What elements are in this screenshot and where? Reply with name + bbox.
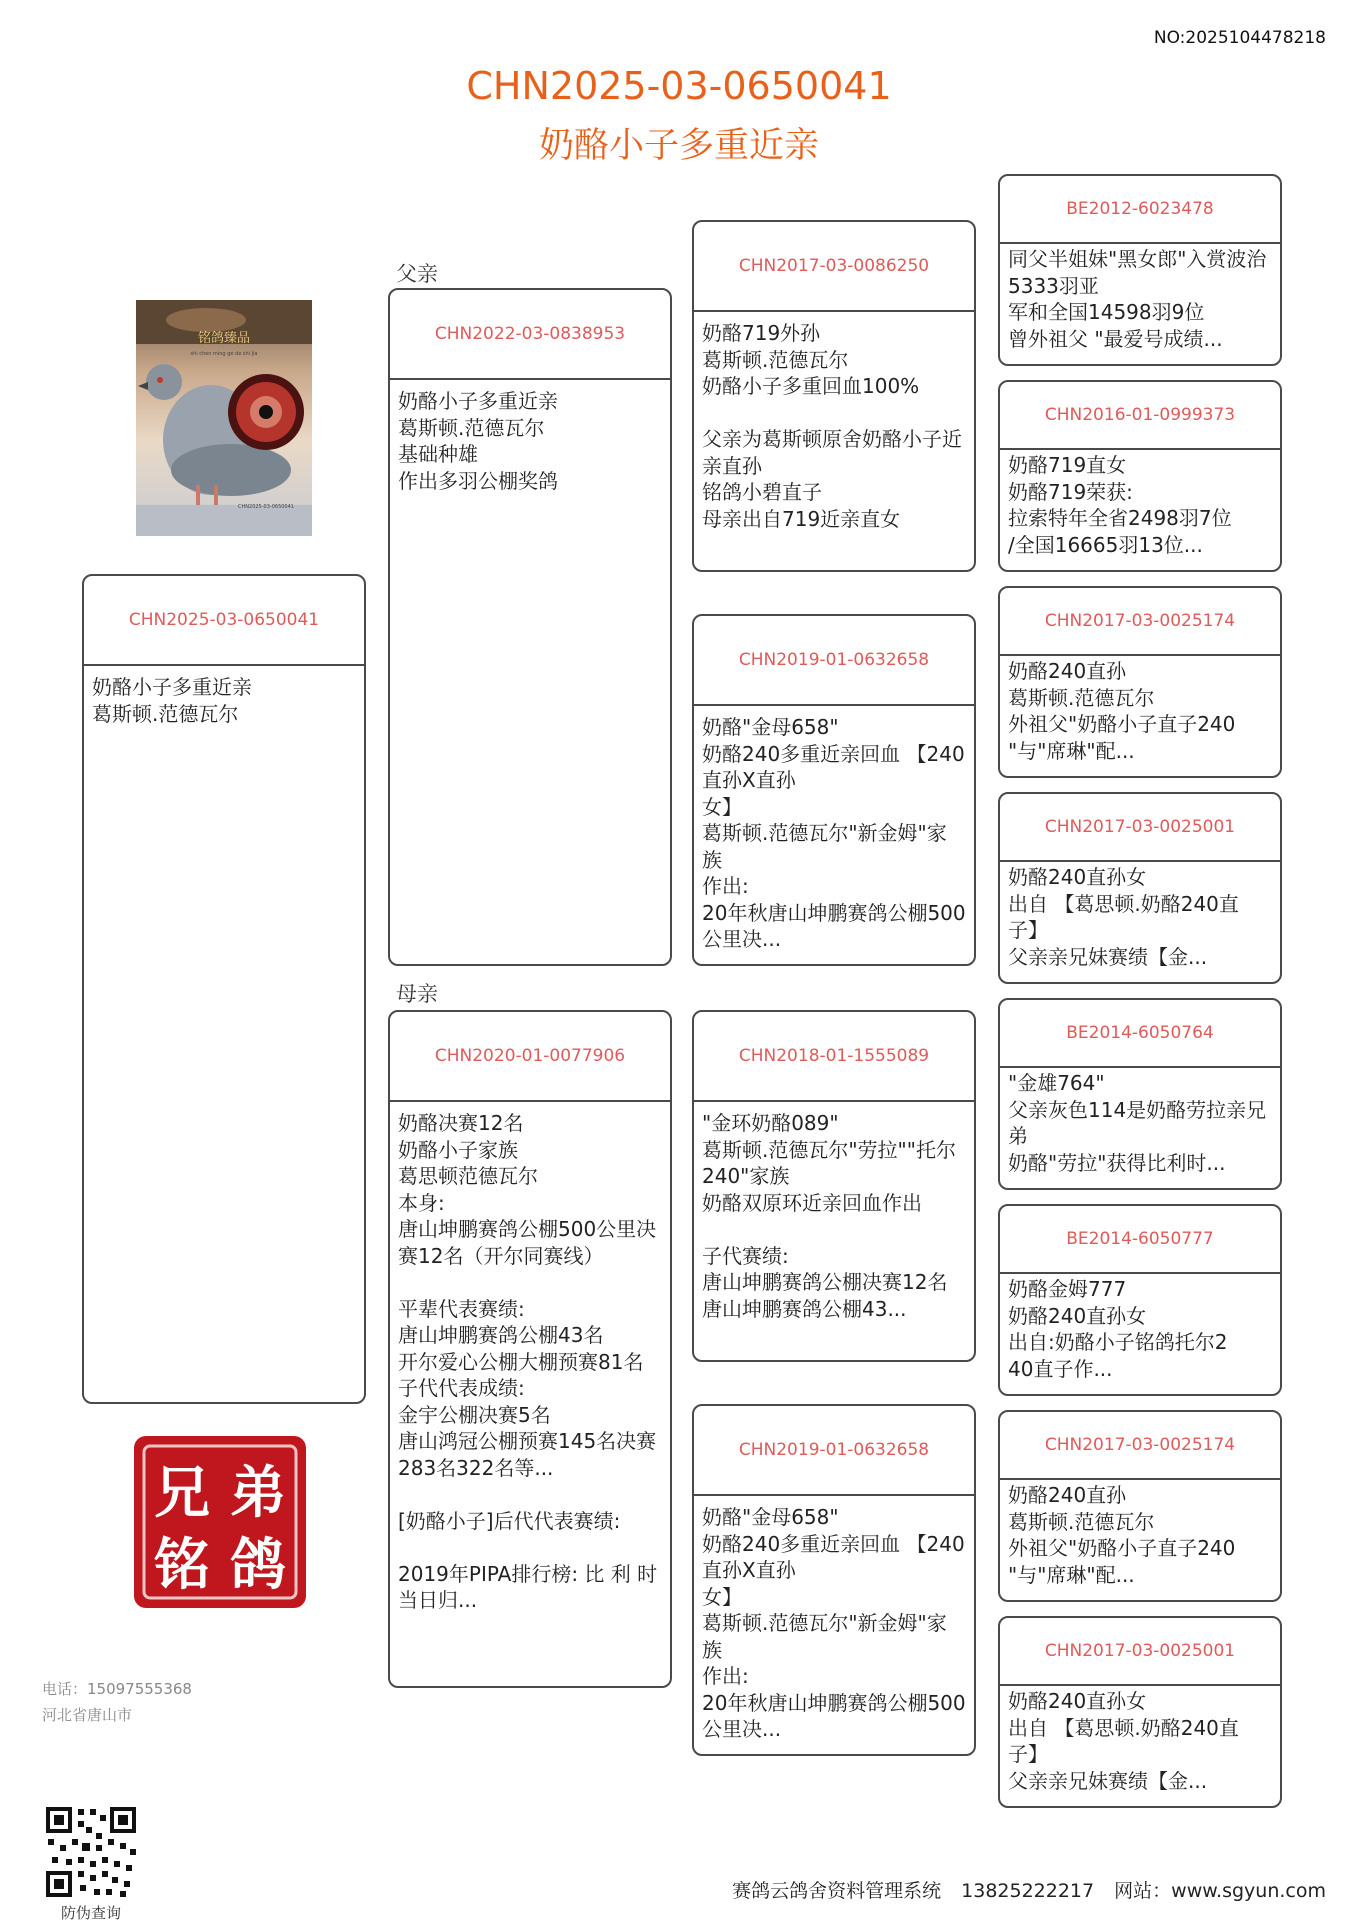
pedigree-card-self[interactable]	[82, 574, 366, 1404]
pedigree-card-gen3[interactable]	[998, 1616, 1282, 1808]
ring-number: CHN2017-03-0025001	[1000, 1618, 1280, 1686]
card-description: 奶酪"金母658" 奶酪240多重近亲回血 【240直孙X直孙 女】 葛斯顿.范德瓦尔"新金姆"家族 作出: 20年秋唐山坤鹏赛鸽公棚500公里决...	[702, 715, 966, 951]
card-description: 同父半姐妹"黑女郎"入赏波治5333羽亚 军和全国14598羽9位 曾外祖父 "最爱号成绩...	[1008, 247, 1267, 351]
card-description: "金环奶酪089" 葛斯顿.范德瓦尔"劳拉""托尔240"家族 奶酪双原环近亲回血作出 子代赛绩: 唐山坤鹏赛鸽公棚决赛12名 唐山坤鹏赛鸽公棚43...	[702, 1111, 956, 1321]
card-description: 奶酪小子多重近亲 葛斯顿.范德瓦尔	[92, 675, 252, 726]
card-description: 奶酪"金母658" 奶酪240多重近亲回血 【240直孙X直孙 女】 葛斯顿.范德瓦尔"新金姆"家族 作出: 20年秋唐山坤鹏赛鸽公棚500公里决...	[702, 1505, 966, 1741]
pedigree-card-gen3[interactable]	[998, 586, 1282, 778]
pedigree-card-sire-dam[interactable]	[692, 614, 976, 966]
card-description: 奶酪240直孙女 出自 【葛思顿.奶酪240直子】 父亲亲兄妹赛绩【金...	[1008, 1689, 1239, 1793]
pedigree-card-gen3[interactable]	[998, 1204, 1282, 1396]
card-description: 奶酪719外孙 葛斯顿.范德瓦尔 奶酪小子多重回血100% 父亲为葛斯顿原舍奶酪小子近亲直孙 铭鸽小碧直子 母亲出自719近亲直女	[702, 321, 962, 531]
pedigree-card-sire[interactable]	[388, 288, 672, 966]
ring-number: BE2014-6050764	[1000, 1000, 1280, 1068]
card-description: 奶酪金姆777 奶酪240直孙女 出自:奶酪小子铭鸽托尔2 40直子作...	[1008, 1277, 1228, 1381]
ring-number: CHN2022-03-0838953	[390, 290, 670, 380]
contact-address: 河北省唐山市	[42, 1706, 133, 1724]
pedigree-card-gen3[interactable]	[998, 380, 1282, 572]
stamp-char: 鸽	[230, 1532, 286, 1598]
pedigree-card-gen3[interactable]	[998, 174, 1282, 366]
certificate-number: NO:2025104478218	[1153, 28, 1326, 48]
photo-caption: CHN2025-03-0650041	[238, 504, 294, 510]
ring-number: BE2014-6050777	[1000, 1206, 1280, 1274]
ring-number: CHN2017-03-0025001	[1000, 794, 1280, 862]
pedigree-card-dam[interactable]	[388, 1010, 672, 1688]
footer-phone: 13825222217	[961, 1880, 1095, 1902]
pedigree-card-sire-sire[interactable]	[692, 220, 976, 572]
loft-seal-stamp	[130, 1432, 310, 1612]
qr-code[interactable]	[44, 1805, 138, 1899]
ring-number: CHN2017-03-0025174	[1000, 1412, 1280, 1480]
pedigree-card-dam-sire[interactable]	[692, 1010, 976, 1362]
card-description: "金雄764" 父亲灰色114是奶酪劳拉亲兄弟 奶酪"劳拉"获得比利时...	[1008, 1071, 1267, 1175]
pigeon-photo	[136, 300, 312, 536]
ring-number: CHN2025-03-0650041	[84, 576, 364, 666]
page-title-ring: CHN2025-03-0650041	[466, 64, 892, 108]
card-description: 奶酪小子多重近亲 葛斯顿.范德瓦尔 基础种雄 作出多羽公棚奖鸽	[398, 389, 558, 493]
father-label: 父亲	[396, 262, 438, 286]
card-description: 奶酪决赛12名 奶酪小子家族 葛思顿范德瓦尔 本身: 唐山坤鹏赛鸽公棚500公里决赛12名（开尔同赛线） 平辈代表赛绩: 唐山坤鹏赛鸽公棚43名 开尔爱心公棚大棚预赛81名 子代代表成绩: 金宇公棚决赛5名 唐山鸿冠公棚预赛145名决赛 283名322名等... [奶酪小子]后代代表赛绩: 2019年PIPA排行榜: 比 利 时 当日归...	[398, 1111, 658, 1612]
pedigree-card-gen3[interactable]	[998, 998, 1282, 1190]
ring-number: CHN2019-01-0632658	[694, 1406, 974, 1496]
stamp-char: 弟	[230, 1460, 286, 1526]
footer-website[interactable]: 网站：www.sgyun.com	[1114, 1880, 1326, 1902]
qr-caption: 防伪查询	[60, 1904, 121, 1922]
contact-phone: 电话：15097555368	[42, 1680, 192, 1698]
card-description: 奶酪719直女 奶酪719荣获: 拉索特年全省2498羽7位 /全国16665羽13位...	[1008, 453, 1232, 557]
stamp-char: 兄	[154, 1460, 210, 1526]
footer	[718, 1876, 1326, 1903]
ring-number: CHN2018-01-1555089	[694, 1012, 974, 1102]
page-title-name: 奶酪小子多重近亲	[538, 126, 819, 166]
ring-number: CHN2019-01-0632658	[694, 616, 974, 706]
pedigree-card-gen3[interactable]	[998, 792, 1282, 984]
footer-system-name: 赛鸽云鸽舍资料管理系统	[732, 1880, 942, 1902]
photo-banner-sub: shi chen ming ge de shi jia	[190, 351, 258, 357]
mother-label: 母亲	[396, 982, 438, 1006]
card-description: 奶酪240直孙 葛斯顿.范德瓦尔 外祖父"奶酪小子直子240 "与"席琳"配...	[1008, 659, 1236, 763]
ring-number: BE2012-6023478	[1000, 176, 1280, 244]
card-description: 奶酪240直孙 葛斯顿.范德瓦尔 外祖父"奶酪小子直子240 "与"席琳"配...	[1008, 1483, 1236, 1587]
pedigree-card-gen3[interactable]	[998, 1410, 1282, 1602]
pedigree-card-dam-dam[interactable]	[692, 1404, 976, 1756]
stamp-char: 铭	[154, 1532, 210, 1598]
ring-number: CHN2017-03-0025174	[1000, 588, 1280, 656]
ring-number: CHN2016-01-0999373	[1000, 382, 1280, 450]
card-description: 奶酪240直孙女 出自 【葛思顿.奶酪240直子】 父亲亲兄妹赛绩【金...	[1008, 865, 1239, 969]
ring-number: CHN2017-03-0086250	[694, 222, 974, 312]
photo-banner-text: 铭鸽臻品	[197, 331, 251, 346]
ring-number: CHN2020-01-0077906	[390, 1012, 670, 1102]
